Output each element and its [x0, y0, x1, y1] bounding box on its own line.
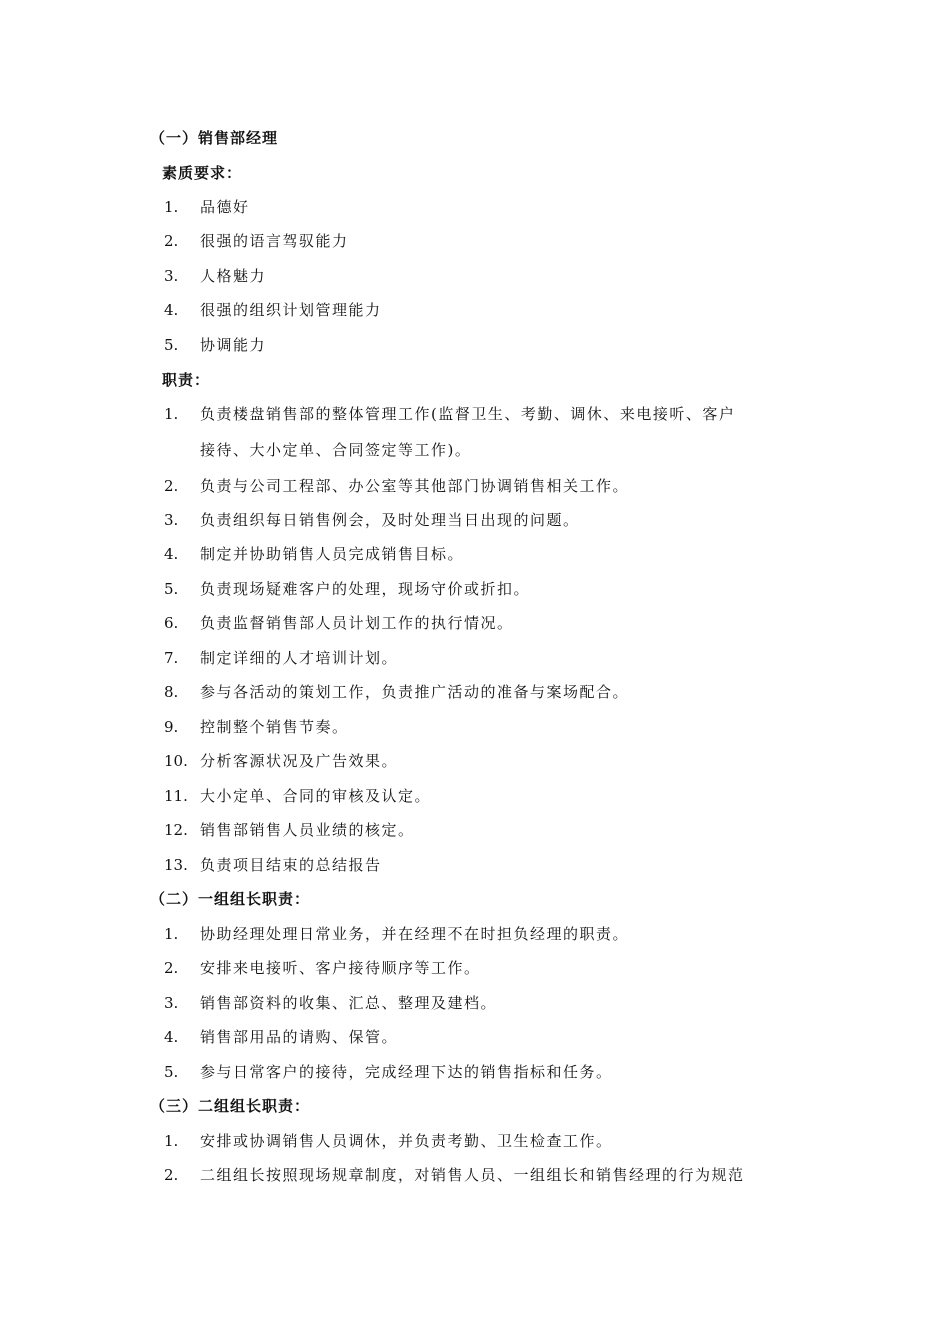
- list-item: 6. 负责监督销售部人员计划工作的执行情况。: [164, 614, 514, 632]
- list-item: 7. 制定详细的人才培训计划。: [164, 649, 399, 667]
- list-item: 4. 销售部用品的请购、保管。: [164, 1028, 399, 1046]
- list-item: 10. 分析客源状况及广告效果。: [164, 752, 399, 770]
- list-item: 3. 人格魅力: [164, 267, 267, 285]
- list-item: 4. 很强的组织计划管理能力: [164, 301, 382, 319]
- list-item: 1. 负责楼盘销售部的整体管理工作(监督卫生、考勤、调休、来电接听、客户: [164, 405, 736, 423]
- list-item: 2. 很强的语言驾驭能力: [164, 232, 349, 250]
- section-heading-sales-manager: （一）销售部经理: [150, 129, 279, 147]
- list-item: 2. 安排来电接听、客户接待顺序等工作。: [164, 959, 481, 977]
- list-item: 11. 大小定单、合同的审核及认定。: [164, 787, 432, 805]
- subheading-qualifications: 素质要求：: [162, 164, 243, 182]
- section-heading-group1-leader: （二）一组组长职责：: [150, 890, 311, 908]
- list-item: 1. 安排或协调销售人员调休，并负责考勤、卫生检查工作。: [164, 1132, 613, 1150]
- list-item: 1. 品德好: [164, 198, 250, 216]
- list-item: 5. 参与日常客户的接待，完成经理下达的销售指标和任务。: [164, 1063, 613, 1081]
- list-item: 9. 控制整个销售节奏。: [164, 718, 349, 736]
- list-item: 5. 负责现场疑难客户的处理，现场守价或折扣。: [164, 580, 531, 598]
- list-item: 5. 协调能力: [164, 336, 267, 354]
- subheading-duties: 职责：: [162, 371, 211, 389]
- list-item: 1. 协助经理处理日常业务，并在经理不在时担负经理的职责。: [164, 925, 630, 943]
- list-item: 2. 负责与公司工程部、办公室等其他部门协调销售相关工作。: [164, 477, 630, 495]
- list-item: 12. 销售部销售人员业绩的核定。: [164, 821, 415, 839]
- list-item: 4. 制定并协助销售人员完成销售目标。: [164, 545, 465, 563]
- list-item: 3. 销售部资料的收集、汇总、整理及建档。: [164, 994, 498, 1012]
- list-item: 3. 负责组织每日销售例会，及时处理当日出现的问题。: [164, 511, 580, 529]
- list-item-continuation: 接待、大小定单、合同签定等工作)。: [200, 441, 472, 459]
- section-heading-group2-leader: （三）二组组长职责：: [150, 1097, 311, 1115]
- list-item: 13. 负责项目结束的总结报告: [164, 856, 382, 874]
- list-item: 2. 二组组长按照现场规章制度，对销售人员、一组组长和销售经理的行为规范: [164, 1166, 745, 1184]
- list-item: 8. 参与各活动的策划工作，负责推广活动的准备与案场配合。: [164, 683, 630, 701]
